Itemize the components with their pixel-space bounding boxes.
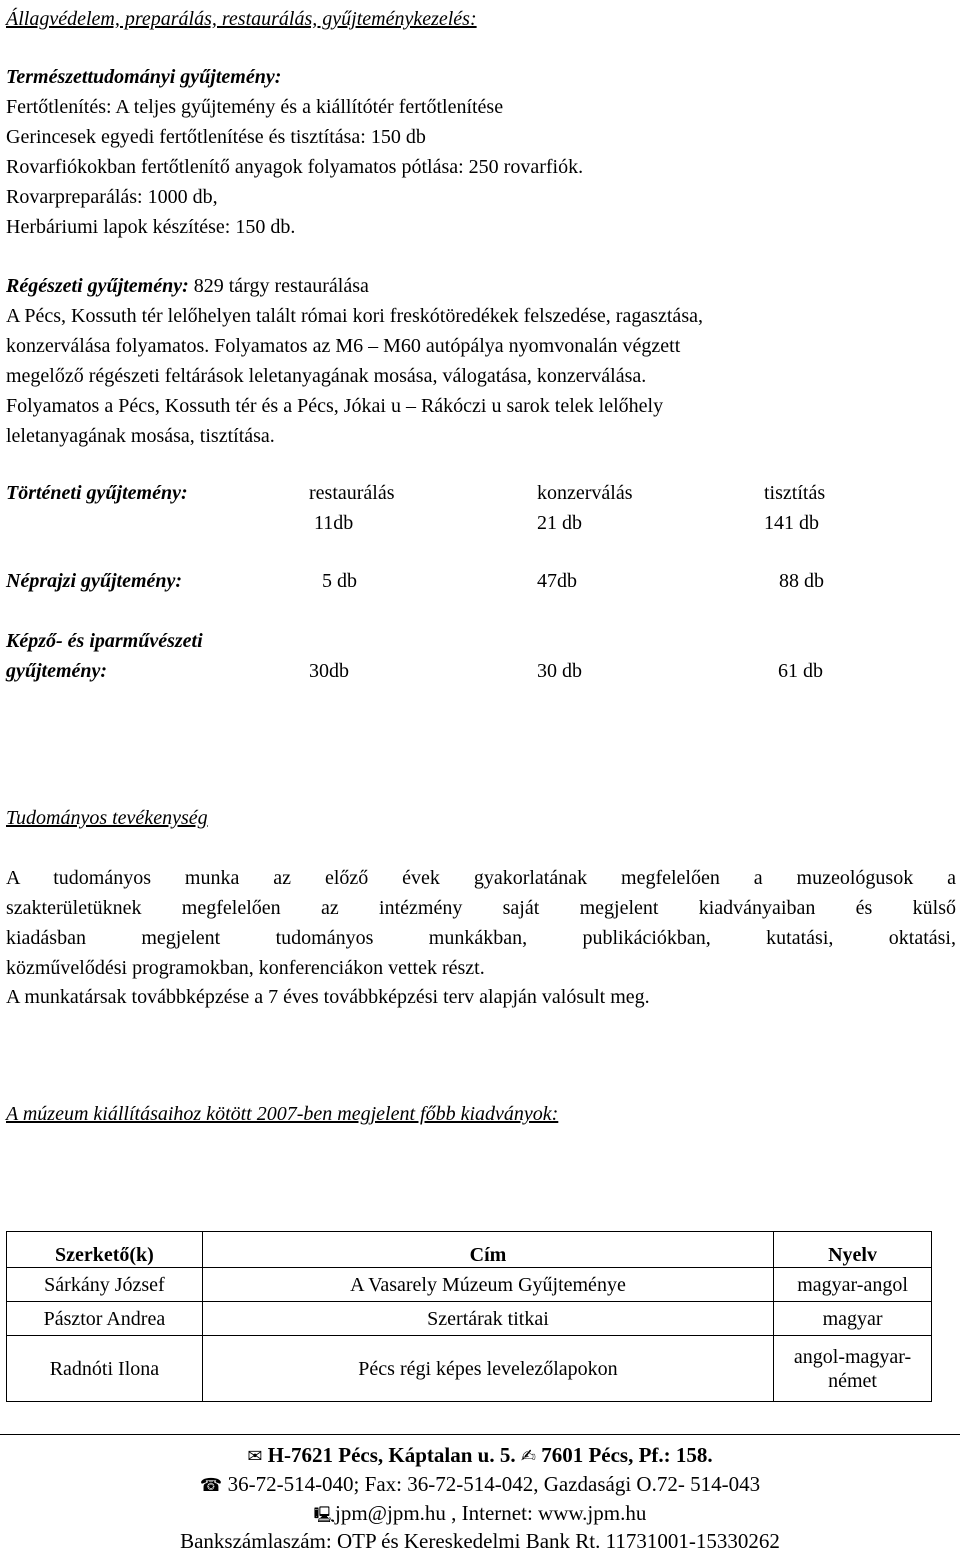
table-row [7,1302,932,1336]
footer-phone: 36-72-514-040; Fax: 36-72-514-042, Gazdasági O.72- 514-043 [227,1472,761,1496]
column-header-editor: Szerkető(k) [7,1232,203,1268]
stats-header-restoration: restaurálás [309,482,395,504]
computer-icon: 🖳 [313,1505,335,1524]
science-paragraph [6,863,956,983]
cell-editor: Radnóti Ilona [7,1336,203,1402]
text-line: Rovarfiókokban fertőtlenítő anyagok folyamatos pótlása: 250 rovarfiók. [6,156,584,178]
section-heading-publications: A múzeum kiállításaihoz kötött 2007-ben megjelent főbb kiadványok: [6,1103,559,1125]
column-header-title: Cím [202,1232,773,1268]
footer-bank: Bankszámlaszám: OTP és Kereskedelmi Bank Rt. 11731001-15330262 [180,1529,780,1553]
text-line: A tudományos munka az előző évek gyakorlatának megfelelően a muzeológusok a [6,867,956,889]
text-line: Folyamatos a Pécs, Kossuth tér és a Pécs, Jókai u – Rákóczi u sarok telek lelőhely [6,395,664,417]
text-line: leletanyagának mosása, tisztítása. [6,425,275,447]
table-row [7,1336,932,1402]
text-line: kiadásban megjelent tudományos munkákban, publikációkban, kutatási, oktatási, [6,927,956,949]
footer-address: H-7621 Pécs, Káptalan u. 5. [267,1443,516,1467]
history-cleaning-value: 141 db [764,512,819,534]
ethno-cleaning-value: 88 db [779,570,824,592]
column-header-language: Nyelv [774,1232,932,1268]
arts-conservation-value: 30 db [537,660,582,682]
text-line: konzerválása folyamatos. Folyamatos az M6 – M60 autópálya nyomvonalán végzett [6,335,681,357]
archaeology-lines [6,301,703,451]
footer-email: jpm@jpm.hu , Internet: www.jpm.hu [334,1501,647,1525]
cell-title: Szertárak titkai [202,1302,773,1336]
writing-hand-icon: ✍ [520,1446,536,1467]
cell-language-line1: angol-magyar- [793,1345,912,1368]
archaeology-summary: 829 tárgy restaurálása [188,275,369,297]
natural-collection-lines [6,92,583,242]
stats-header-cleaning: tisztítás [764,482,826,504]
text-line: Herbáriumi lapok készítése: 150 db. [6,216,296,238]
ethno-conservation-value: 47db [537,570,577,592]
footer-postal: 7601 Pécs, Pf.: 158. [541,1443,713,1467]
text-line: Fertőtlenítés: A teljes gyűjtemény és a kiállítótér fertőtlenítése [6,96,504,118]
history-restoration-value: 11db [314,512,354,534]
footer-email-line [0,1499,960,1529]
text-line: Rovarpreparálás: 1000 db, [6,186,218,208]
publications-table [6,1231,932,1402]
arts-restoration-value: 30db [309,660,349,682]
archaeology-first-line [6,271,369,301]
text-line: Gerincesek egyedi fertőtlenítése és tisztítása: 150 db [6,126,426,148]
table-header-row [7,1232,932,1268]
cell-title: A Vasarely Múzeum Gyűjteménye [202,1268,773,1302]
footer-divider [0,1434,960,1435]
ethno-collection-label: Néprajzi gyűjtemény: [6,570,183,592]
history-collection-label: Történeti gyűjtemény: [6,482,188,504]
envelope-icon: ✉ [247,1446,263,1467]
history-conservation-value: 21 db [537,512,582,534]
stats-header-conservation: konzerválás [537,482,633,504]
telephone-icon: ☎ [199,1475,223,1496]
arts-collection-label-line2: gyűjtemény: [6,660,108,682]
table-row [7,1268,932,1302]
arts-cleaning-value: 61 db [778,660,823,682]
cell-language [774,1336,932,1402]
text-line: A Pécs, Kossuth tér lelőhelyen talált római kori freskótöredékek felszedése, ragasztása, [6,305,703,327]
footer-address-line [0,1441,960,1471]
archaeology-collection-title: Régészeti gyűjtemény: [6,275,189,297]
cell-language: magyar-angol [774,1268,932,1302]
training-line: A munkatársak továbbképzése a 7 éves továbbképzési terv alapján valósult meg. [6,986,650,1008]
arts-collection-label-line1: Képző- és iparművészeti [6,630,203,652]
cell-editor: Sárkány József [7,1268,203,1302]
text-line: megelőző régészeti feltárások leletanyagának mosása, válogatása, konzerválása. [6,365,647,387]
text-line: szakterületüknek megfelelően az intézmény saját megjelent kiadványaiban és külső [6,897,956,919]
ethno-restoration-value: 5 db [322,570,357,592]
section-heading-preservation: Állagvédelem, preparálás, restaurálás, gyűjteménykezelés: [6,8,477,30]
natural-collection-title: Természettudományi gyűjtemény: [6,66,282,88]
section-heading-science: Tudományos tevékenység [6,807,208,829]
cell-title: Pécs régi képes levelezőlapokon [202,1336,773,1402]
cell-editor: Pásztor Andrea [7,1302,203,1336]
cell-language-line2: német [828,1369,877,1392]
cell-language: magyar [774,1302,932,1336]
text-line: közművelődési programokban, konferenciákon vettek részt. [6,957,485,979]
footer-phone-line [0,1470,960,1500]
